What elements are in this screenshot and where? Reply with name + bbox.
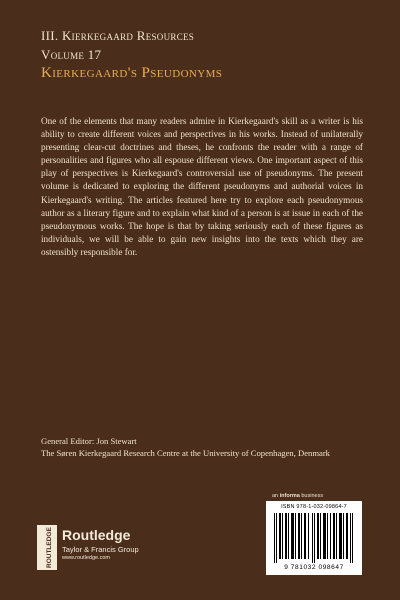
barcode-icon xyxy=(274,513,354,563)
isbn-text: ISBN 978-1-032-09864-7 xyxy=(281,504,347,510)
publisher-group: Taylor & Francis Group xyxy=(62,545,139,554)
book-title: Kierkegaard's Pseudonyms xyxy=(41,65,223,81)
general-editor: General Editor: Jon Stewart xyxy=(41,436,137,446)
routledge-logo-icon xyxy=(37,525,57,570)
research-centre: The Søren Kierkegaard Research Centre at the University of Copenhagen, Denmark xyxy=(41,448,330,458)
informa-prefix: an xyxy=(272,493,279,499)
publisher-url: www.routledge.com xyxy=(62,555,110,561)
barcode-panel xyxy=(266,501,362,575)
informa-business-label xyxy=(272,493,323,499)
barcode-digits: 9 781032 098647 xyxy=(284,564,344,571)
volume-number: Volume 17 xyxy=(41,47,102,62)
book-description: One of the elements that many readers admire in Kierkegaard's skill as a writer is his ability to create different voices and perspectives in his works. Instead of unilaterally presenting clear-cut doctrines and theses, he confronts the reader with a range of personalities and figures who all espouse different views. One important aspect of this play of perspectives is Kierkegaard's controversial use of pseudonyms. The present volume is dedicated to exploring the different pseudonyms and authorial voices in Kierkegaard's writing. The articles featured here try to explore each pseudonymous author as a literary figure and to explain what kind of a person is at issue in each of the pseudonymous works. The hope is that by taking seriously each of these figures as individuals, we will be able to gain new insights into the texts which they are ostensibly responsible for. xyxy=(41,116,363,257)
series-title: III. Kierkegaard Resources xyxy=(41,28,195,43)
routledge-logo-text: ROUTLEDGE xyxy=(46,527,53,568)
informa-suffix: business xyxy=(301,493,324,499)
publisher-name: Routledge xyxy=(62,527,131,543)
informa-brand: informa xyxy=(279,493,300,499)
